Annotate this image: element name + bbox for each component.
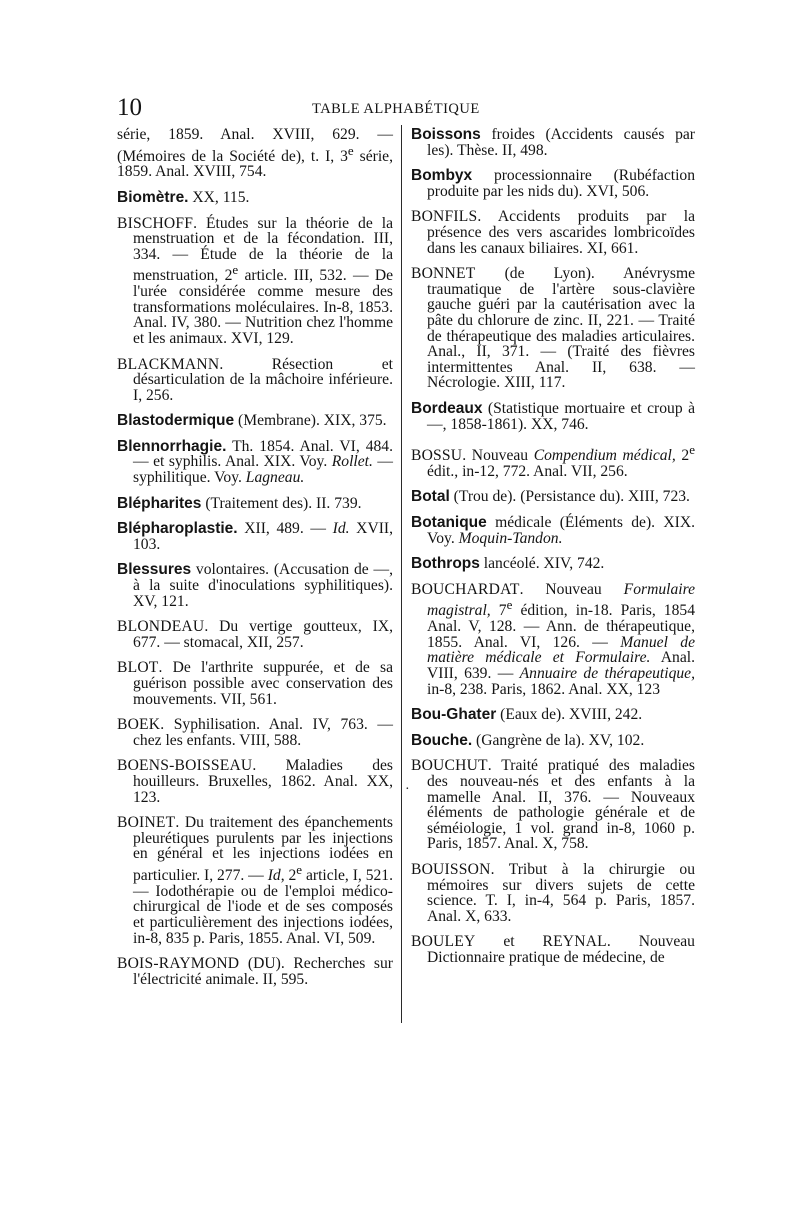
index-entry xyxy=(117,127,393,180)
entry-text: volontaires. (Accusation de —, à la suite d'inoculations syphilitiques). XV, 121. xyxy=(133,561,393,610)
entry-superscript: e xyxy=(232,262,239,278)
entry-keyword: Blessures xyxy=(117,561,192,579)
entry-text: Anal. VIII, 639. — xyxy=(427,649,695,682)
entry-italic-text: Rollet. xyxy=(331,453,373,471)
entry-text: (de Lyon). Anévrysme traumatique de l'artère sous-clavière gauche guéri par la cautérisation avec la pâte du chlorure de zinc. II, 221. — Traité de thérapeutique des maladies articulaires. Anal., II, 371. — (Traité des fièvres intermittentes Anal. II, 638. — Nécrologie. XIII, 117. xyxy=(427,265,695,392)
entry-text: série, 1859. Anal. XVIII, 754. xyxy=(117,147,393,181)
entry-text: . Accidents produits par la présence des vers ascarides lombricoïdes dans les canaux biliaires. XI, 661. xyxy=(427,208,695,257)
entry-text: . Du vertige goutteux, IX, 677. — stomacal, XII, 257. xyxy=(133,618,393,651)
entry-superscript: e xyxy=(506,597,513,613)
index-entry xyxy=(411,168,695,199)
index-entry xyxy=(411,733,695,749)
entry-text: . De l'arthrite suppurée, et de sa guérison possible avec conservation des mouvements. VII, 561. xyxy=(133,659,393,708)
entry-text: 7 xyxy=(490,602,507,620)
entry-author: BOINET xyxy=(117,814,176,832)
entry-text: froides (Accidents causés par les). Thèse. II, 498. xyxy=(427,126,695,159)
entry-keyword: Blennorrhagie. xyxy=(117,437,227,455)
index-entry xyxy=(411,707,695,723)
entry-author: BLOT xyxy=(117,659,159,677)
index-entry xyxy=(117,619,393,650)
entry-italic-text: Moquin-Tandon. xyxy=(458,529,563,547)
entry-text: article. III, 532. — De l'urée considérée comme mesure des transformations moléculaires. In-8, 1853. Anal. IV, 380. — Nutrition chez l'homme et les animaux. XVI, 129. xyxy=(133,267,394,347)
index-entry xyxy=(411,934,695,965)
index-entry xyxy=(117,562,393,609)
entry-text: XVII, 103. xyxy=(133,520,393,553)
entry-text: article, I, 521. — Iodothérapie ou de l'emploi médico-chirurgical de l'iode et de ses composés et particulièrement des injections iodées, in-8, 835 p. Paris, 1855. Anal. VI, 509. xyxy=(133,867,393,947)
entry-text: . Syphilisation. Anal. IV, 763. — chez les enfants. VIII, 588. xyxy=(133,716,393,749)
entry-text: (Eaux de). XVIII, 242. xyxy=(496,706,643,724)
entry-keyword: Blastodermique xyxy=(117,412,235,430)
entry-text: édition, in-18. Paris, 1854 Anal. V, 128. — Ann. de thérapeutique, 1855. Anal. VI, 126. — xyxy=(427,602,695,651)
entry-author: BOUCHARDAT xyxy=(411,580,520,598)
entry-text: (Membrane). XIX, 375. xyxy=(234,412,387,430)
entry-italic-text: Manuel de matière médicale et Formulaire. xyxy=(427,633,695,667)
index-entry xyxy=(117,413,393,429)
index-entry xyxy=(117,190,393,206)
index-entry xyxy=(411,758,695,852)
left-column xyxy=(117,127,393,997)
index-entry xyxy=(117,439,393,486)
index-entry xyxy=(117,357,393,404)
index-entry xyxy=(411,442,695,479)
index-entry xyxy=(411,489,695,505)
index-entry xyxy=(411,209,695,256)
entry-keyword: Bouche. xyxy=(411,731,473,749)
entry-text: . Du traitement des épanchements pleurétiques purulents par les injections en général et les injections iodées en particulier. I, 277. — xyxy=(133,814,393,885)
index-entry xyxy=(117,216,393,347)
entry-text: 2 xyxy=(675,447,690,465)
entry-text: XX, 115. xyxy=(188,188,250,206)
index-entry xyxy=(117,496,393,512)
entry-text: . Maladies des houilleurs. Bruxelles, 1862. Anal. XX, 123. xyxy=(133,757,393,806)
entry-author: BONFILS xyxy=(411,208,478,226)
entry-text: et xyxy=(475,933,543,951)
entry-superscript: e xyxy=(296,861,303,877)
entry-keyword: Boissons xyxy=(411,126,481,143)
entry-author: BOENS-BOISSEAU xyxy=(117,757,253,775)
entry-author: BOUCHUT xyxy=(411,757,488,775)
entry-author: BOIS-RAYMOND xyxy=(117,955,240,973)
index-entry xyxy=(411,862,695,924)
entry-text: série, 1859. Anal. XVIII, 629. — (Mémoires de la Société de), t. I, 3 xyxy=(117,126,393,165)
entry-author: BOUISSON xyxy=(411,860,491,878)
entry-author: REYNAL xyxy=(542,933,607,951)
index-entry xyxy=(411,515,695,546)
entry-italic-text: Compendium médical, xyxy=(533,447,676,465)
entry-author: BISCHOFF xyxy=(117,214,194,232)
entry-text: Th. 1854. Anal. VI, 484. — et syphilis. Anal. XIX. Voy. xyxy=(133,437,393,471)
entry-text: . Nouveau xyxy=(519,580,624,598)
entry-text: . Nouveau xyxy=(462,447,534,465)
entry-text: , 2 xyxy=(280,867,297,885)
index-entry xyxy=(117,521,393,552)
entry-text: (Gangrène de la). XV, 102. xyxy=(472,731,645,749)
running-title: TABLE ALPHABÉTIQUE xyxy=(312,101,480,117)
entry-keyword: Bothrops xyxy=(411,555,480,573)
index-entry xyxy=(117,717,393,748)
index-entry xyxy=(411,556,695,572)
entry-author: BOEK xyxy=(117,716,161,734)
margin-mark: · xyxy=(405,782,410,797)
entry-italic-text: Id. xyxy=(332,520,350,538)
page-header xyxy=(117,94,695,124)
entry-author: BOULEY xyxy=(411,933,476,951)
entry-text: XII, 489. — xyxy=(237,520,333,538)
entry-text: (DU). Recherches sur l'électricité animale. II, 595. xyxy=(133,955,393,988)
column-divider xyxy=(401,125,402,1023)
entry-text: processionnaire (Rubéfaction produite par les nids du). XVI, 506. xyxy=(427,167,695,200)
index-entry xyxy=(411,401,695,432)
entry-text: (Trou de). (Persistance du). XIII, 723. xyxy=(449,488,690,506)
entry-text: — syphilitique. Voy. xyxy=(133,453,393,487)
page-number: 10 xyxy=(117,94,142,121)
entry-author: BONNET xyxy=(411,265,476,283)
index-entry xyxy=(411,127,695,158)
index-entry xyxy=(117,660,393,707)
entry-keyword: Blépharoplastie. xyxy=(117,520,238,538)
entry-text: (Traitement des). II. 739. xyxy=(201,494,362,512)
index-entry xyxy=(117,956,393,987)
entry-text: médicale (Éléments de). XIX. Voy. xyxy=(427,514,695,547)
entry-text: in-8, 238. Paris, 1862. Anal. XX, 123 xyxy=(427,680,661,698)
entry-keyword: Biomètre. xyxy=(117,188,189,206)
entry-italic-text: Annuaire de thérapeutique, xyxy=(519,665,695,682)
entry-text: lancéolé. XIV, 742. xyxy=(479,555,605,573)
entry-text: . Résection et désarticulation de la mâchoire inférieure. I, 256. xyxy=(133,355,393,404)
index-entry xyxy=(117,815,393,946)
entry-italic-text: Formulaire magistral, xyxy=(427,580,695,620)
entry-italic-text: Lagneau. xyxy=(245,469,305,487)
entry-keyword: Bordeaux xyxy=(411,399,483,417)
index-entry xyxy=(117,758,393,805)
entry-superscript: e xyxy=(689,442,695,458)
entry-text: . Études sur la théorie de la menstruation et de la fécondation. III, 334. — Étude de la théorie de la menstruation, 2 xyxy=(133,214,393,285)
entry-superscript: e xyxy=(347,142,354,158)
right-column xyxy=(411,127,695,976)
entry-keyword: Bombyx xyxy=(411,167,473,185)
entry-text: . Traité pratiqué des maladies des nouveau-nés et des enfants à la mamelle Anal. II, 376. — Nouveaux éléments de pathologie générale et de séméiologie, 1 vol. grand in-8, 1060 p. Paris, 1857. Anal. X, 758. xyxy=(427,757,695,853)
index-entry xyxy=(411,582,695,697)
entry-author: BOSSU xyxy=(411,447,463,465)
entry-italic-text: Id xyxy=(267,867,281,885)
entry-author: BLACKMANN xyxy=(117,355,220,373)
entry-keyword: Botal xyxy=(411,488,450,506)
entry-keyword: Botanique xyxy=(411,514,487,532)
entry-keyword: Bou-Ghater xyxy=(411,706,497,724)
entry-text: . Nouveau Dictionnaire pratique de médecine, de xyxy=(427,933,695,966)
entry-keyword: Blépharites xyxy=(117,494,202,512)
entry-text: (Statistique mortuaire et croup à —, 1858-1861). XX, 746. xyxy=(427,399,695,433)
entry-text: . Tribut à la chirurgie ou mémoires sur divers sujets de cette science. T. I, in-4, 564 p. Paris, 1857. Anal. X, 633. xyxy=(427,860,695,925)
index-entry xyxy=(411,266,695,391)
entry-author: BLONDEAU xyxy=(117,618,205,636)
entry-text: édit., in-12, 772. Anal. VII, 256. xyxy=(427,462,628,480)
